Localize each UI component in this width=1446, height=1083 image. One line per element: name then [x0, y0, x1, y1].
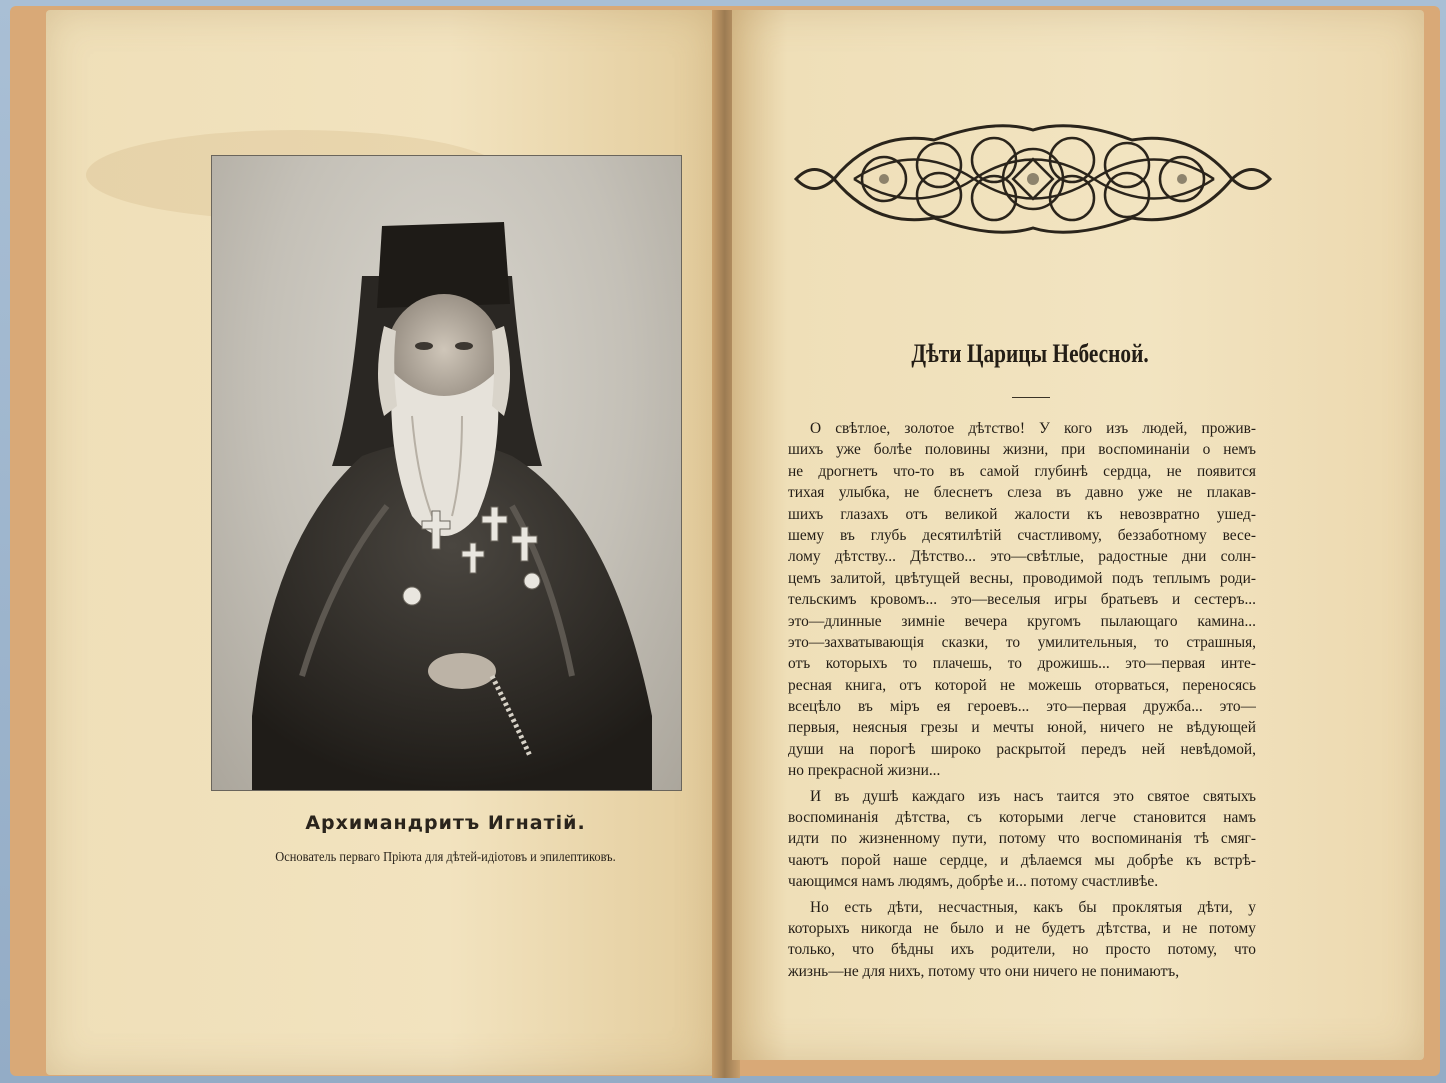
text-line: шихъ глазахъ отъ великой жалости къ невозвратно ушед- — [788, 505, 1256, 523]
text-line: души на порогѣ широко раскрытой передъ ней невѣдомой, — [788, 740, 1256, 758]
text-line: идти по жизненному пути, потому что воспоминанія тѣ смяг- — [788, 830, 1256, 848]
text-line: это—длинные зимніе вечера кругомъ пылающаго камина... — [788, 612, 1256, 630]
text-line: шихъ уже болѣе половины жизни, при воспоминаніи о немъ — [788, 441, 1256, 459]
text-line: это—захватывающія сказки, то умилительныя, то страшныя, — [788, 633, 1256, 651]
interlace-ornament — [794, 120, 1272, 238]
text-line: всецѣло въ міръ ея героевъ... это—первая дружба... это— — [788, 698, 1256, 716]
text-line: шему въ глубь десятилѣтій счастливому, беззаботному весе- — [788, 526, 1256, 544]
portrait-caption-title: Архимандритъ Игнатій. — [305, 812, 586, 834]
text-line: только, что бѣдны ихъ родители, но просто потому, что — [788, 941, 1256, 959]
text-line: тихая улыбка, не блеснетъ слеза въ давно уже не плакав- — [788, 484, 1256, 502]
text-line: не дрогнетъ что-то въ самой глубинѣ сердца, не появится — [788, 462, 1256, 480]
portrait-figure — [212, 156, 681, 790]
text-line: которыхъ никогда не было и не будетъ дѣтства, и не потому — [788, 919, 1256, 937]
text-line: ресная книга, отъ которой не можешь оторваться, переносясь — [788, 676, 1256, 694]
text-line: но прекрасной жизни... — [788, 762, 941, 780]
text-line: первыя, неясныя грезы и мечты юной, ничего не вѣдующей — [788, 719, 1256, 737]
text-line: чающимся намъ людямъ, добрѣе и... потому счастливѣе. — [788, 873, 1159, 891]
text-line: лому дѣтству... Дѣтство... это—свѣтлые, радостные дни солн- — [788, 548, 1256, 566]
text-line: О свѣтлое, золотое дѣтство! У кого изъ людей, прожив- — [810, 420, 1256, 437]
body-text — [788, 418, 1256, 982]
text-line: чаютъ порой наше сердце, и дѣлаемся мы добрѣе къ встрѣ- — [788, 851, 1256, 869]
text-line: И въ душѣ каждаго изъ насъ таится это святое святыхъ — [810, 787, 1256, 805]
text-line: тельскимъ кровомъ... это—веселыя игры братьевъ и сестеръ... — [788, 591, 1256, 609]
portrait-caption-subtitle: Основатель перваго Пріюта для дѣтей-идіотовъ и эпилептиковъ. — [275, 849, 616, 864]
portrait-photo — [211, 155, 682, 791]
text-line: цемъ залитой, цвѣтущей весны, проводимой подъ теплымъ роди- — [788, 569, 1256, 587]
chapter-title: Дѣти Царицы Небесной. — [911, 339, 1149, 368]
text-line: отъ которыхъ то плачешь, то дрожишь... это—первая инте- — [788, 655, 1256, 673]
text-line: жизнь—не для нихъ, потому что они ничего не понимаютъ, — [788, 962, 1180, 980]
title-divider — [1012, 397, 1050, 398]
text-line: Но есть дѣти, несчастныя, какъ бы проклятыя дѣти, у — [810, 898, 1256, 916]
text-line: воспоминанія дѣтства, съ которыми легче становится намъ — [788, 809, 1256, 827]
